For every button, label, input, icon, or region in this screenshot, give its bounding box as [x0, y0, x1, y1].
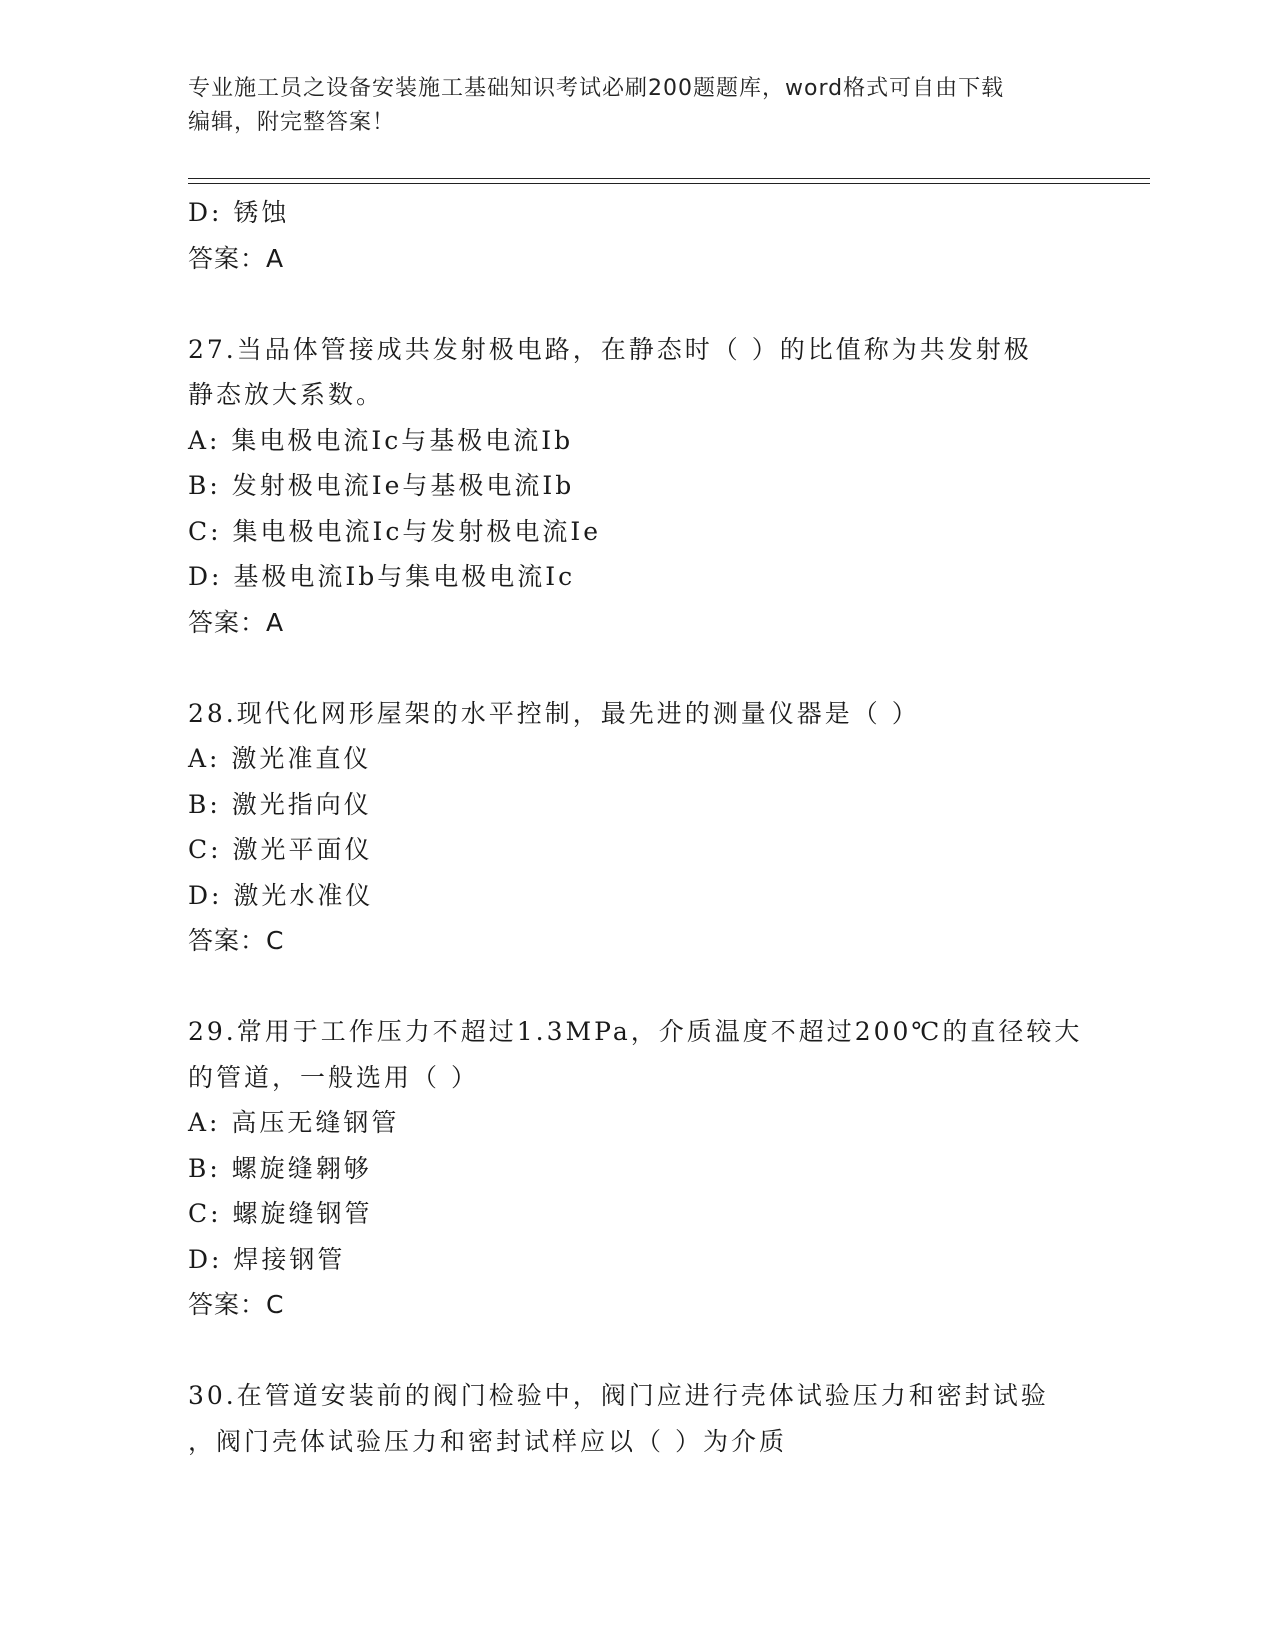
option-b: B: 发射极电流Ie与基极电流Ib	[188, 471, 575, 500]
option-d: D: 焊接钢管	[188, 1244, 346, 1274]
question-30	[188, 1373, 1088, 1464]
question-28	[188, 691, 1088, 964]
question-stem-line: 静态放大系数。	[188, 380, 385, 409]
option-c: C: 螺旋缝钢管	[188, 1199, 373, 1228]
option-c: C: 集电极电流Ic与发射极电流Ie	[188, 516, 602, 546]
header-line-2: 编辑，附完整答案！	[188, 110, 396, 135]
option-d: D: 基极电流Ib与集电极电流Ic	[188, 562, 576, 591]
question-stem-line: 28.现代化网形屋架的水平控制，最先进的测量仪器是（ ）	[188, 698, 920, 728]
question-stem-line: 30.在管道安装前的阀门检验中，阀门应进行壳体试验压力和密封试验	[188, 1381, 1049, 1410]
question-29	[188, 1009, 1088, 1328]
prev-answer: 答案：A	[188, 243, 285, 273]
prev-option-d: D: 锈蚀	[188, 198, 290, 227]
question-stem-line: 的管道，一般选用（ ）	[188, 1062, 479, 1092]
answer: 答案：C	[188, 926, 285, 955]
question-27	[188, 327, 1088, 646]
option-c: C: 激光平面仪	[188, 835, 373, 864]
option-a: A: 激光准直仪	[188, 744, 372, 773]
header-line-1: 专业施工员之设备安装施工基础知识考试必刷200题题库，word格式可自由下载	[188, 76, 1005, 101]
question-stem-line: 27.当品体管接成共发射极电路，在静态时（ ）的比值称为共发射极	[188, 334, 1032, 364]
header-rule-bottom	[188, 183, 1150, 184]
answer: 答案：A	[188, 607, 285, 637]
option-a: A: 集电极电流Ic与基极电流Ib	[188, 425, 574, 455]
question-stem-line: ，阀门壳体试验压力和密封试样应以（ ）为介质	[188, 1426, 787, 1456]
answer: 答案：C	[188, 1290, 285, 1319]
option-a: A: 高压无缝钢管	[188, 1108, 400, 1137]
question-list	[188, 190, 1088, 1464]
option-b: B: 螺旋缝翱够	[188, 1153, 372, 1183]
header-rule-top	[188, 178, 1150, 179]
question-stem-line: 29.常用于工作压力不超过1.3MPa，介质温度不超过200℃的直径较大	[188, 1017, 1083, 1046]
document-header	[188, 72, 1068, 140]
option-d: D: 激光水准仪	[188, 880, 374, 910]
option-b: B: 激光指向仪	[188, 789, 372, 819]
